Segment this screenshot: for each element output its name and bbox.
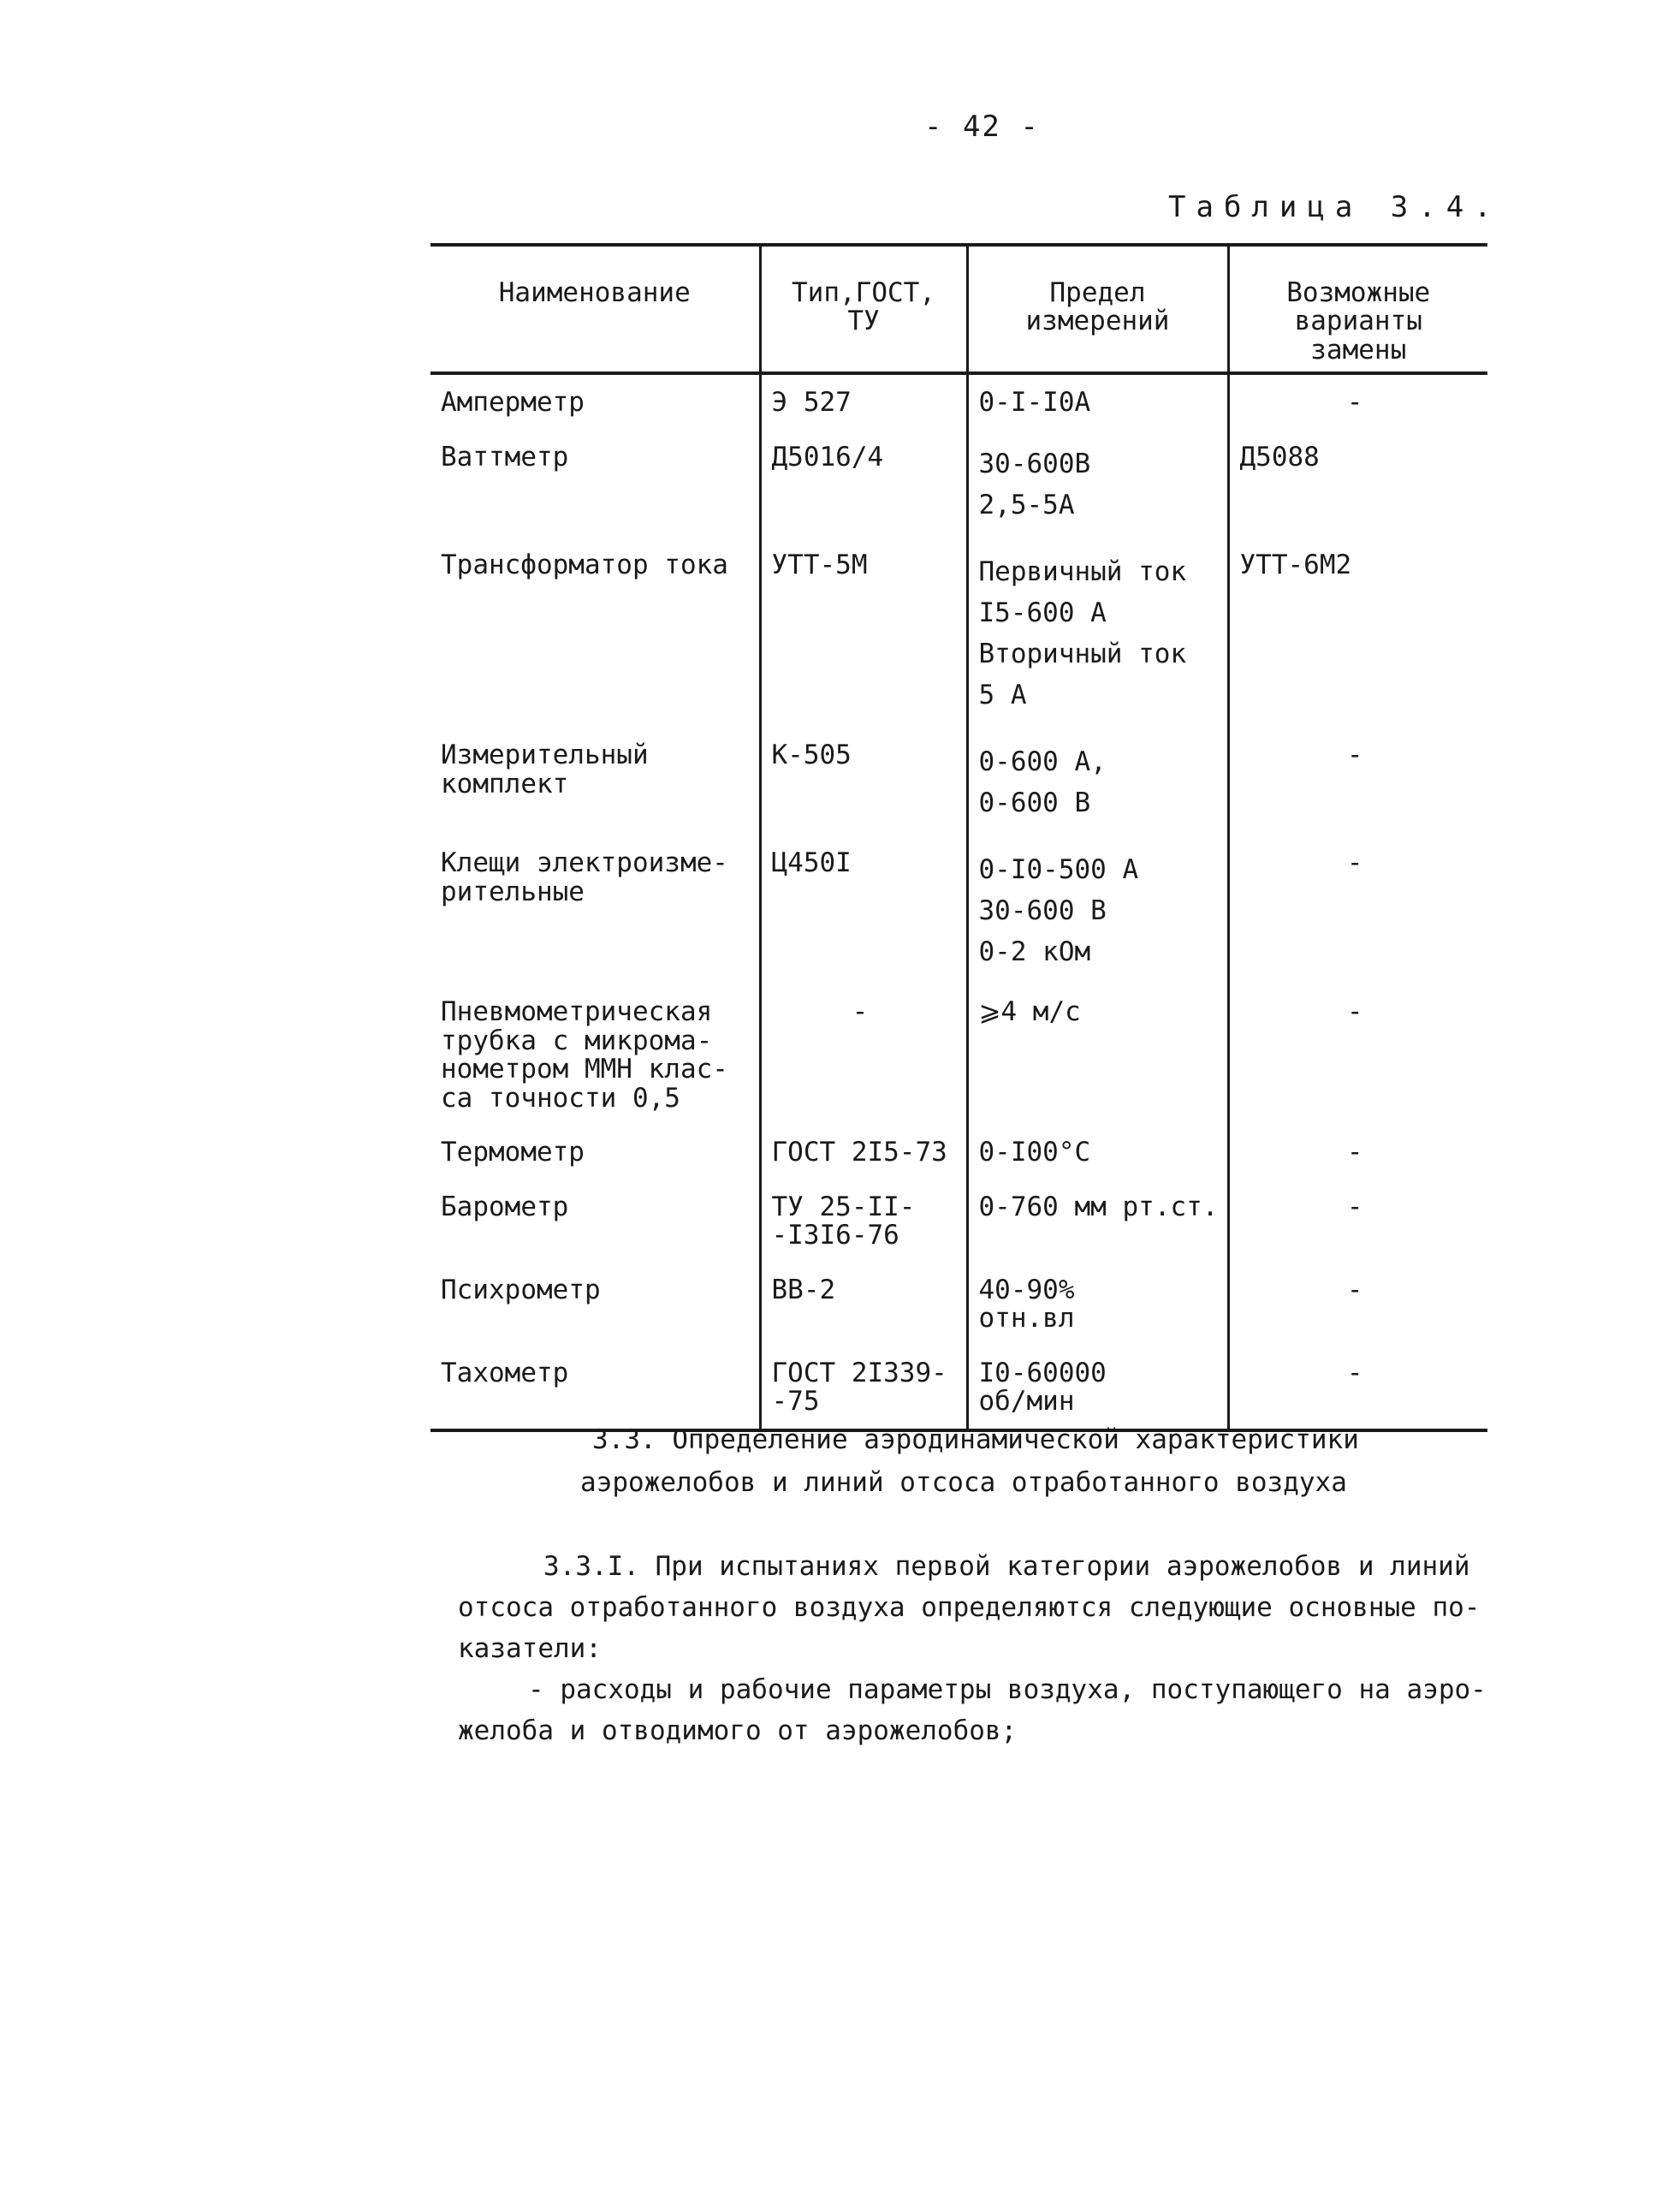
table-row [430, 1263, 1487, 1346]
cell-replacement: - [1228, 984, 1487, 1125]
cell-type: ВВ-2 [760, 1263, 967, 1346]
cell-range: 40-90% отн.вл [967, 1263, 1228, 1346]
paragraph-line: 3.3.I. При испытаниях первой категории аэрожелобов и линий [543, 1551, 1470, 1582]
header-type: Тип,ГОСТ, ТУ [760, 245, 967, 373]
table-row [430, 430, 1487, 538]
cell-range: 0-600 А, 0-600 В [967, 728, 1228, 835]
header-range: Предел измерений [967, 245, 1228, 373]
table-row [430, 1346, 1487, 1430]
cell-replacement: - [1228, 373, 1487, 429]
cell-name: Психрометр [441, 1274, 601, 1305]
cell-type: УТТ-5М [760, 538, 967, 728]
cell-range: 0-760 мм рт.ст. [967, 1180, 1228, 1263]
table-row [430, 984, 1487, 1125]
cell-replacement: - [1228, 728, 1487, 835]
cell-type: ГОСТ 2I5-73 [760, 1125, 967, 1179]
cell-range: 0-I-I0A [967, 373, 1228, 429]
cell-name: Амперметр [441, 387, 585, 419]
cell-name: Термометр [441, 1137, 585, 1168]
cell-type: Ц450I [760, 835, 967, 984]
cell-type: К-505 [760, 728, 967, 835]
table-row [430, 538, 1487, 728]
cell-name: Барометр [441, 1191, 569, 1222]
cell-name: Тахометр [430, 1346, 760, 1430]
cell-type: ТУ 25-II- -I3I6-76 [760, 1180, 967, 1263]
cell-name: Ваттметр [441, 441, 569, 473]
cell-range: 30-600В 2,5-5А [967, 430, 1228, 538]
section-heading-line: 3.3. Определение аэродинамической характеристики [592, 1424, 1359, 1455]
cell-type: ГОСТ 2I339- -75 [760, 1346, 967, 1430]
table-header-row [430, 245, 1487, 373]
cell-replacement: - [1228, 1180, 1487, 1263]
section-heading [580, 1419, 1431, 1504]
cell-type: Д5016/4 [760, 430, 967, 538]
paragraph-line: желоба и отводимого от аэрожелобов; [458, 1715, 1018, 1747]
cell-replacement: - [1228, 1263, 1487, 1346]
cell-range: Первичный ток I5-600 А Вторичный ток 5 А [967, 538, 1228, 728]
header-replacement: Возможные варианты замены [1228, 245, 1487, 373]
page-number: - 42 - [924, 110, 1040, 144]
cell-replacement: Д5088 [1228, 430, 1487, 538]
paragraph-line: казатели: [458, 1633, 602, 1665]
paragraph-line: отсоса отработанного воздуха определяются следующие основные по- [458, 1592, 1481, 1624]
table-caption: Таблица 3.4. [1168, 190, 1502, 224]
header-name: Наименование [498, 277, 691, 308]
cell-type: - [760, 984, 967, 1125]
table-row [430, 1125, 1487, 1179]
cell-range: I0-60000 об/мин [967, 1346, 1228, 1430]
cell-name: Трансформатор тока [441, 549, 728, 580]
cell-range: 0-I00°С [967, 1125, 1228, 1179]
cell-range: ⩾4 м/с [967, 984, 1228, 1125]
cell-name: Измерительный комплект [441, 740, 649, 799]
table-row [430, 373, 1487, 429]
instruments-table [430, 243, 1487, 1432]
table-row [430, 728, 1487, 835]
section-heading-line: аэрожелобов и линий отсоса отработанного воздуха [580, 1466, 1347, 1498]
cell-range: 0-I0-500 А 30-600 В 0-2 кОм [967, 835, 1228, 984]
table-row [430, 835, 1487, 984]
cell-replacement: - [1228, 1125, 1487, 1179]
table-row [430, 1180, 1487, 1263]
cell-replacement: - [1228, 835, 1487, 984]
section-paragraph [458, 1546, 1528, 1751]
cell-name: Пневмометрическая трубка с микрома- нометром ММН клас- са точности 0,5 [441, 996, 728, 1114]
cell-replacement: УТТ-6М2 [1228, 538, 1487, 728]
cell-type: Э 527 [760, 373, 967, 429]
cell-name: Клещи электроизме- рительные [441, 847, 728, 907]
paragraph-line: - расходы и рабочие параметры воздуха, поступающего на аэро- [528, 1674, 1487, 1706]
cell-replacement: - [1228, 1346, 1487, 1430]
